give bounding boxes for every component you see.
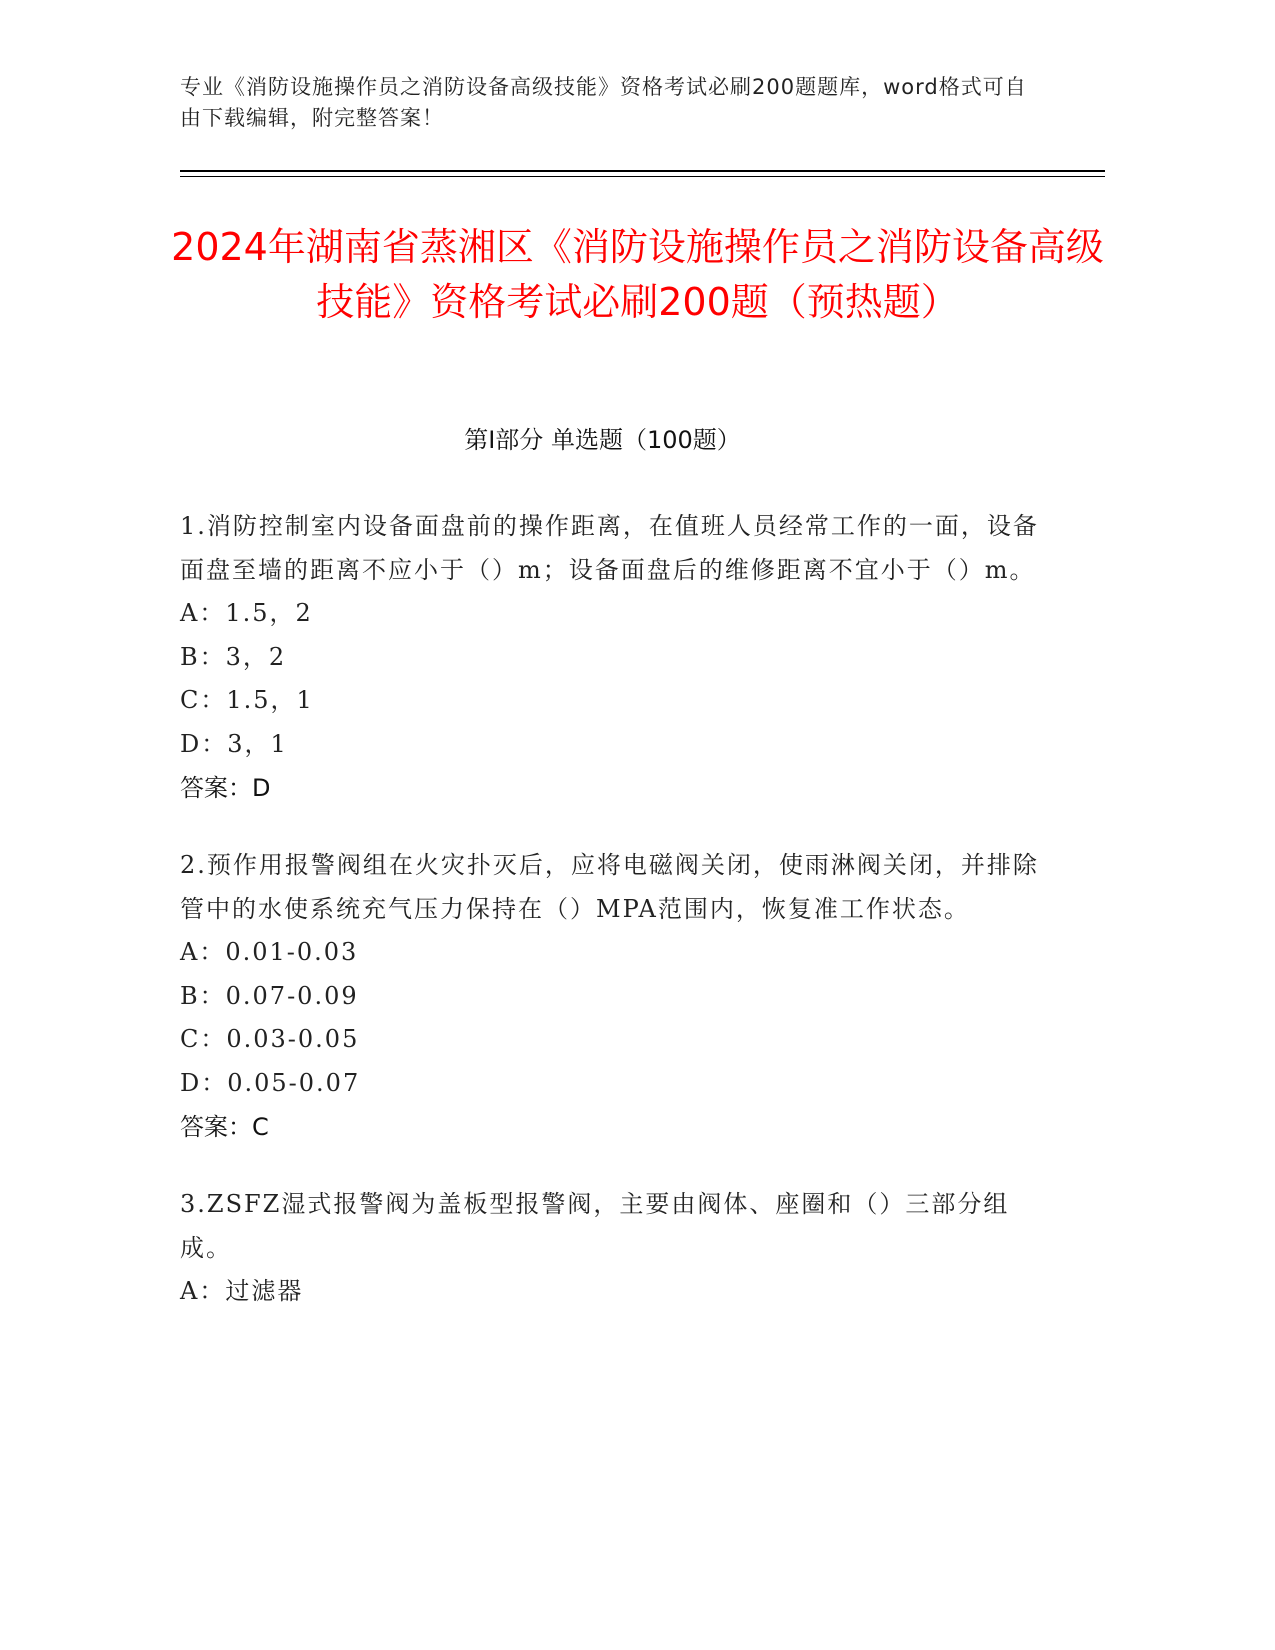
option-b: B：0.07-0.09 (180, 981, 359, 1010)
option-b: B：3，2 (180, 642, 287, 671)
question-2 (180, 843, 1040, 1149)
option-d: D：0.05-0.07 (180, 1068, 361, 1097)
answer: 答案：C (180, 1113, 269, 1141)
option-c: C：0.03-0.05 (180, 1025, 360, 1053)
question-stem: 3.ZSFZ湿式报警阀为盖板型报警阀，主要由阀体、座圈和（）三部分组成。 (180, 1190, 1010, 1262)
option-a: A：0.01-0.03 (180, 938, 359, 966)
question-stem: 1.消防控制室内设备面盘前的操作距离，在值班人员经常工作的一面，设备面盘至墙的距离不应小于（）m；设备面盘后的维修距离不宜小于（）m。 (180, 512, 1039, 584)
document-title: 2024年湖南省蒸湘区《消防设施操作员之消防设备高级技能》资格考试必刷200题（预热题） (171, 225, 1104, 324)
question-3 (180, 1182, 1040, 1314)
question-list (180, 504, 1040, 1347)
header-note: 专业《消防设施操作员之消防设备高级技能》资格考试必刷200题题库，word格式可自由下载编辑，附完整答案！ (180, 75, 1027, 130)
question-1 (180, 504, 1040, 810)
header-divider-thin (180, 176, 1105, 177)
answer: 答案：D (180, 774, 271, 802)
option-a: A：1.5，2 (180, 599, 313, 627)
header-divider-thick (180, 170, 1105, 172)
option-c: C：1.5，1 (180, 686, 314, 714)
section-heading: 第Ⅰ部分 单选题（100题） (464, 426, 741, 454)
option-a: A：过滤器 (180, 1277, 304, 1305)
option-d: D：3，1 (180, 729, 288, 758)
question-stem: 2.预作用报警阀组在火灾扑灭后，应将电磁阀关闭，使雨淋阀关闭，并排除管中的水使系统充气压力保持在（）MPA范围内，恢复准工作状态。 (180, 851, 1039, 923)
